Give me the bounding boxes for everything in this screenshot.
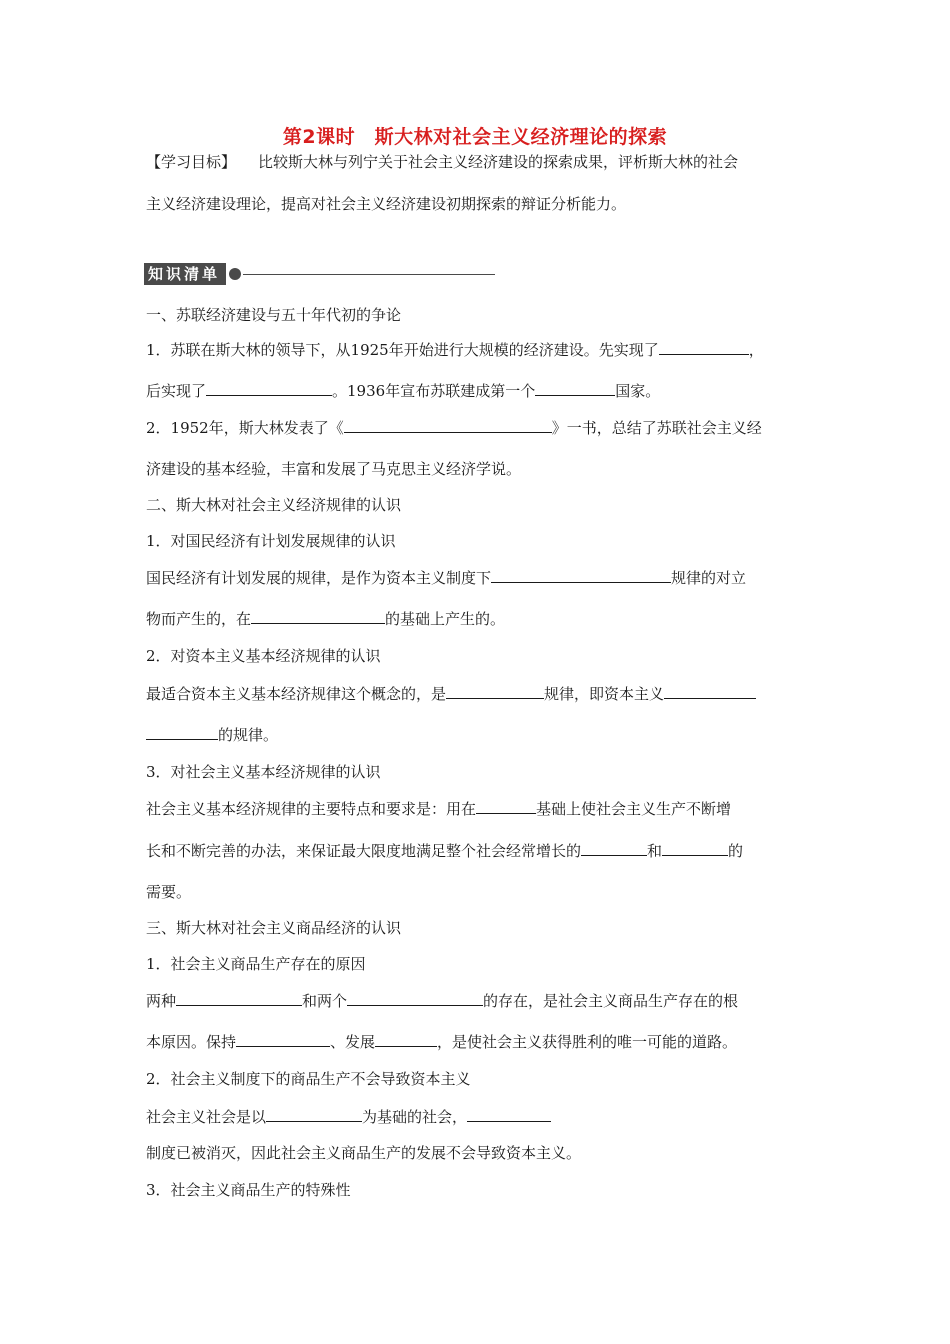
text: 。1936年宣布苏联建成第一个: [332, 382, 536, 400]
fill-blank[interactable]: [664, 684, 756, 699]
s2-text-2-line-1: [146, 684, 756, 704]
text: 、发展: [330, 1033, 376, 1051]
fill-blank[interactable]: [662, 841, 728, 856]
text: ，是使社会主义获得胜利的唯一可能的道路。: [437, 1033, 738, 1051]
fill-blank[interactable]: [491, 568, 671, 583]
s3-subheading-2: 2．社会主义制度下的商品生产不会导致资本主义: [146, 1070, 471, 1088]
fill-blank[interactable]: [581, 841, 647, 856]
section-2-heading: 二、斯大林对社会主义经济规律的认识: [146, 496, 402, 514]
s2-text-3-line-2: [146, 841, 743, 861]
text: 和: [647, 842, 663, 860]
page-title: 第2课时 斯大林对社会主义经济理论的探索: [282, 126, 668, 148]
bullet-icon: [229, 268, 241, 280]
text: 社会主义社会是以: [146, 1108, 267, 1126]
s2-text-3-line-1: [146, 799, 731, 819]
s2-subheading-1: 1．对国民经济有计划发展规律的认识: [146, 532, 396, 550]
fill-blank[interactable]: [344, 418, 552, 433]
s3-text-2-line-1: [146, 1107, 551, 1127]
fill-blank[interactable]: [176, 991, 302, 1006]
s3-subheading-1: 1．社会主义商品生产存在的原因: [146, 955, 366, 973]
learning-objective-line-2: 主义经济建设理论，提高对社会主义经济建设初期探索的辩证分析能力。: [146, 195, 627, 213]
s3-text-1-line-1: [146, 991, 738, 1011]
text: 的存在，是社会主义商品生产存在的根: [483, 992, 739, 1010]
text: 两种: [146, 992, 177, 1010]
s2-text-3-line-3: 需要。: [146, 883, 192, 901]
text: 和两个: [302, 992, 348, 1010]
s1-item-2-line-2: 济建设的基本经验，丰富和发展了马克思主义经济学说。: [146, 460, 522, 478]
text: 长和不断完善的办法，来保证最大限度地满足整个社会经常增长的: [146, 842, 582, 860]
fill-blank[interactable]: [375, 1032, 437, 1047]
text: 基础上使社会主义生产不断增: [536, 800, 732, 818]
s2-text-1-line-2: [146, 609, 505, 629]
fill-blank[interactable]: [251, 609, 385, 624]
text: 后实现了: [146, 382, 207, 400]
fill-blank[interactable]: [476, 799, 536, 814]
objective-label: 【学习目标】: [146, 153, 237, 171]
text: 规律的对立: [671, 569, 747, 587]
fill-blank[interactable]: [146, 725, 218, 740]
fill-blank[interactable]: [236, 1032, 330, 1047]
text: 国民经济有计划发展的规律，是作为资本主义制度下: [146, 569, 492, 587]
text: 的规律。: [218, 726, 279, 744]
section-1-heading: 一、苏联经济建设与五十年代初的争论: [146, 306, 402, 324]
s1-item-1-line-1: [146, 340, 764, 360]
fill-blank[interactable]: [266, 1107, 362, 1122]
fill-blank[interactable]: [347, 991, 483, 1006]
text: 为基础的社会，: [362, 1108, 468, 1126]
s1-item-2-line-1: [146, 418, 762, 438]
text: 1．苏联在斯大林的领导下，从1925年开始进行大规模的经济建设。先实现了: [146, 341, 659, 359]
fill-blank[interactable]: [535, 381, 615, 396]
text: 规律，即资本主义: [544, 685, 665, 703]
fill-blank[interactable]: [659, 340, 749, 355]
text: 2．1952年，斯大林发表了《: [146, 419, 344, 437]
text: 的: [728, 842, 744, 860]
banner-divider: [243, 274, 495, 275]
section-3-heading: 三、斯大林对社会主义商品经济的认识: [146, 919, 402, 937]
text: 社会主义基本经济规律的主要特点和要求是：用在: [146, 800, 477, 818]
text: 的基础上产生的。: [385, 610, 506, 628]
text: 物而产生的，在: [146, 610, 252, 628]
s2-text-1-line-1: [146, 568, 746, 588]
text: 最适合资本主义基本经济规律这个概念的，是: [146, 685, 447, 703]
learning-objective-line-1: [146, 152, 738, 172]
fill-blank[interactable]: [467, 1107, 551, 1122]
banner-label: 知识清单: [144, 263, 226, 285]
fill-blank[interactable]: [446, 684, 544, 699]
text: 本原因。保持: [146, 1033, 237, 1051]
knowledge-list-banner: [144, 263, 495, 285]
s3-text-2-line-2: 制度已被消灭，因此社会主义商品生产的发展不会导致资本主义。: [146, 1144, 582, 1162]
text: 》一书，总结了苏联社会主义经: [551, 419, 762, 437]
fill-blank[interactable]: [206, 381, 332, 396]
s2-text-2-line-2: [146, 725, 278, 745]
objective-text: 比较斯大林与列宁关于社会主义经济建设的探索成果，评析斯大林的社会: [258, 153, 739, 171]
text: 国家。: [615, 382, 661, 400]
s2-subheading-2: 2．对资本主义基本经济规律的认识: [146, 647, 381, 665]
s3-subheading-3: 3．社会主义商品生产的特殊性: [146, 1181, 351, 1199]
s2-subheading-3: 3．对社会主义基本经济规律的认识: [146, 763, 381, 781]
text: ，: [748, 341, 764, 359]
s1-item-1-line-2: [146, 381, 660, 401]
s3-text-1-line-2: [146, 1032, 737, 1052]
